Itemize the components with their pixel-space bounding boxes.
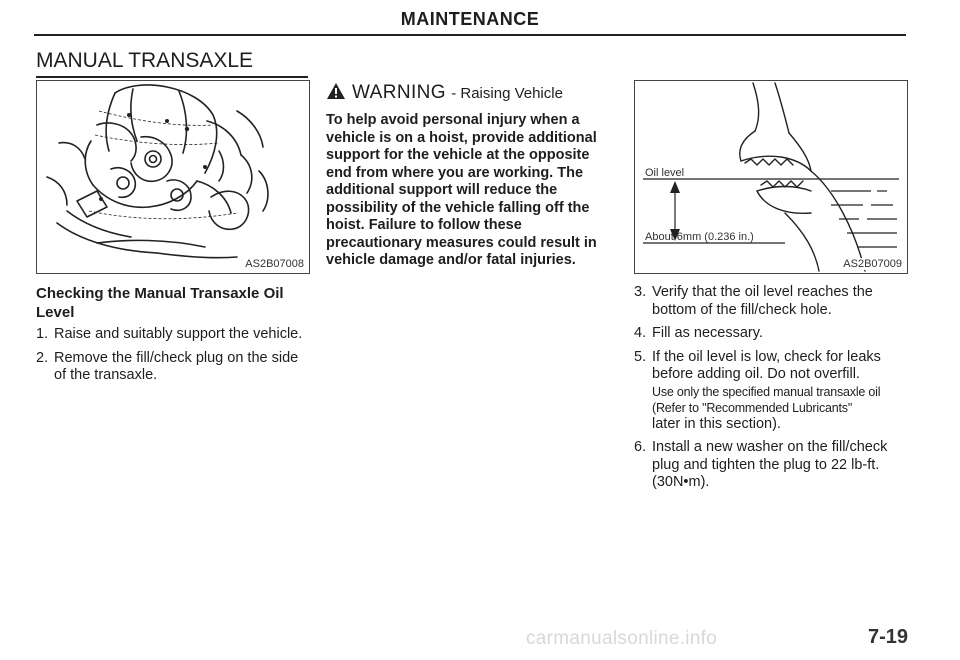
figure-code: AS2B07009	[843, 258, 902, 270]
step-note: Use only the specified manual transaxle oil (Refer to "Recommended Lubricants"	[652, 384, 881, 415]
warning-label: WARNING	[352, 82, 446, 103]
step-text: Install a new washer on the fill/check plug and tighten the plug to 22 lb-ft. (30N•m).	[652, 439, 888, 490]
step-note-tail: later in this section).	[652, 415, 781, 432]
watermark: carmanualsonline.info	[526, 628, 718, 649]
figure-code: AS2B07008	[245, 258, 304, 270]
step-text: Verify that the oil level reaches the bottom of the fill/check hole.	[652, 284, 873, 318]
transaxle-figure	[36, 80, 310, 274]
procedure-steps-list	[634, 284, 910, 498]
header-rule	[34, 34, 906, 36]
oil-level-figure	[634, 80, 908, 274]
page-number: 7-19	[868, 626, 909, 648]
oil-level-label: Oil level	[645, 167, 685, 179]
warning-title	[326, 80, 616, 108]
page-header: MAINTENANCE	[400, 9, 540, 29]
list-item	[634, 284, 910, 319]
checking-steps-list	[36, 326, 306, 391]
list-item	[634, 349, 910, 434]
section-rule	[36, 76, 308, 78]
warning-text: To help avoid personal injury when a vehicle is on a hoist, provide additional support for the vehicle at the opposite end from where you are working. The additional support will reduce the possibility of the vehicle falling off the hoist. Failure to follow these precautionary measures could result in vehicle damage and/or fatal injuries.	[326, 112, 597, 268]
step-text: Raise and suitably support the vehicle.	[54, 326, 303, 342]
step-number: 5.	[634, 348, 647, 365]
list-item	[36, 350, 306, 385]
list-item	[634, 439, 910, 492]
step-number: 4.	[634, 325, 647, 341]
warning-box	[326, 80, 616, 270]
step-text: Fill as necessary.	[652, 325, 763, 341]
list-item	[634, 325, 910, 343]
transaxle-drawing	[37, 81, 309, 273]
step-number: 6.	[634, 439, 647, 455]
list-item	[36, 326, 306, 344]
step-number: 1.	[36, 326, 49, 342]
warning-triangle-icon	[326, 82, 346, 108]
section-title: MANUAL TRANSAXLE	[36, 49, 254, 72]
step-text: If the oil level is low, check for leaks before adding oil. Do not overfill.	[652, 348, 881, 382]
step-number: 3.	[634, 284, 647, 300]
checking-heading: Checking the Manual Transaxle Oil Level	[36, 285, 284, 321]
step-text: Remove the fill/check plug on the side of the transaxle.	[54, 349, 299, 383]
warning-subtitle: - Raising Vehicle	[451, 85, 563, 102]
step-number: 2.	[36, 349, 49, 366]
oil-depth-label: About 6mm (0.236 in.)	[645, 231, 754, 243]
